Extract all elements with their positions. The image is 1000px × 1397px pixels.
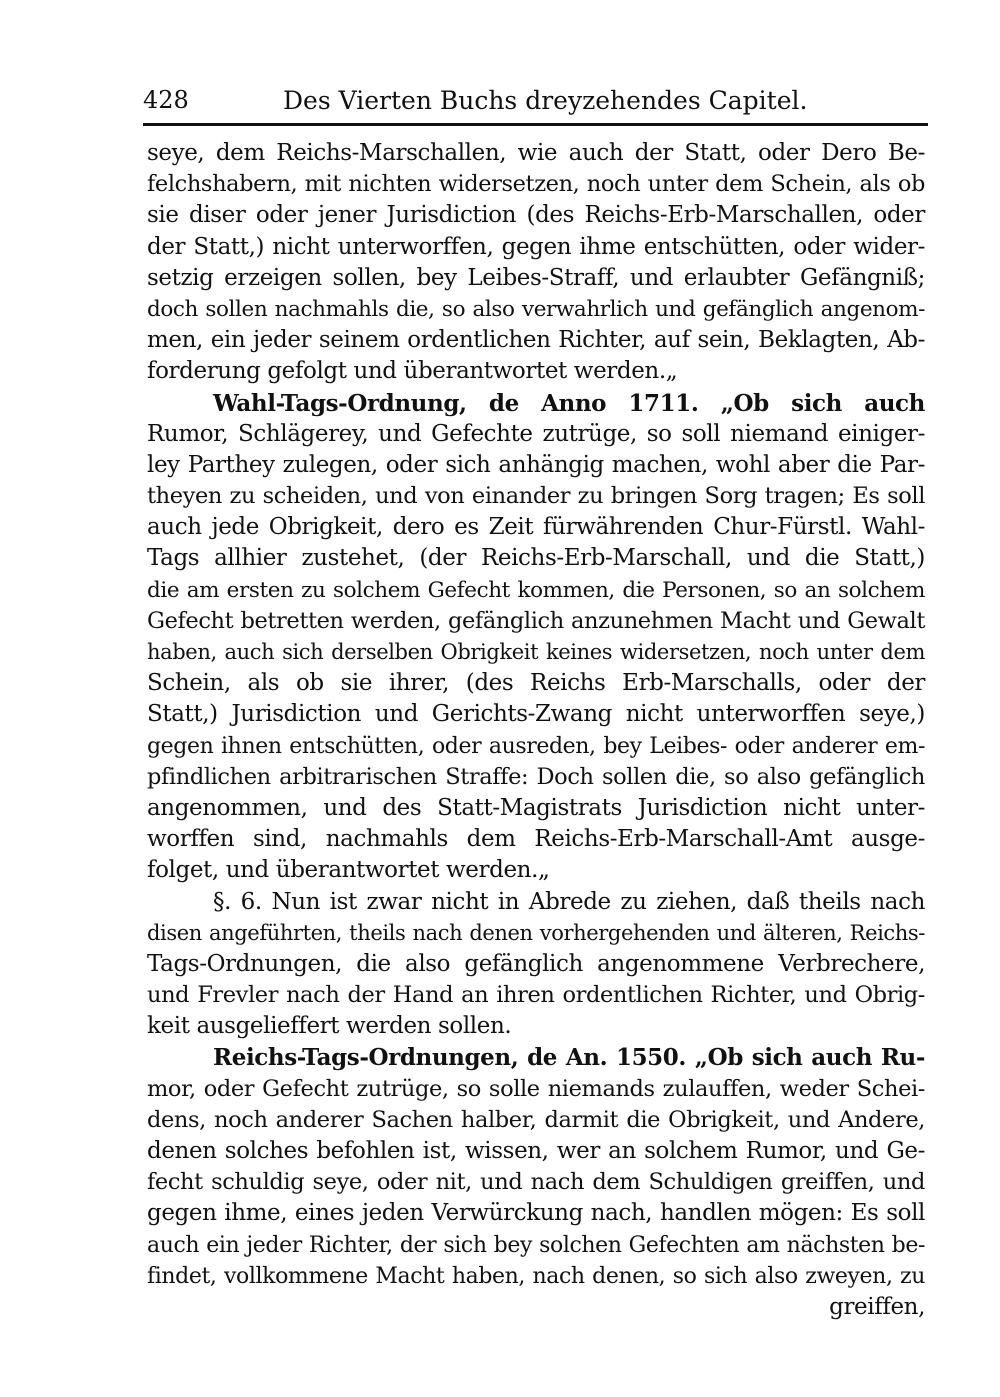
text-line: keit ausgelieffert werden sollen.	[147, 1013, 512, 1040]
text-line: denen solches befohlen ist, wissen, wer an solchem Rumor, und Ge-	[147, 1138, 925, 1164]
page-number: 428	[143, 86, 189, 114]
text-line: §. 6. Nun ist zwar nicht in Abrede zu ziehen, daß theils nach	[213, 888, 925, 915]
text-line: doch sollen nachmahls die, so also verwahrlich und gefänglich angenom-	[147, 296, 925, 322]
text-line: die am ersten zu solchem Gefecht kommen, die Personen, so an solchem	[147, 577, 925, 603]
text-line: fecht schuldig seye, oder nit, und nach dem Schuldigen greiffen, und	[147, 1169, 925, 1196]
text-line: setzig erzeigen sollen, bey Leibes-Straff, und erlaubter Gefängniß;	[147, 264, 925, 291]
text-line: felchshabern, mit nichten widersetzen, noch unter dem Schein, als ob	[147, 171, 925, 198]
text-line: haben, auch sich derselben Obrigkeit keines widersetzen, noch unter dem	[147, 640, 925, 664]
header-rule	[143, 123, 928, 126]
text-line: Tags allhier zustehet, (der Reichs-Erb-Marschall, und die Statt,)	[147, 545, 925, 572]
text-line: theyen zu scheiden, und von einander zu bringen Sorg tragen; Es soll	[147, 483, 925, 510]
text-line: worffen sind, nachmahls dem Reichs-Erb-Marschall-Amt ausge-	[147, 826, 925, 853]
page-header	[143, 86, 928, 120]
text-line: angenommen, und des Statt-Magistrats Jurisdiction nicht unter-	[147, 794, 925, 821]
text-line: und Frevler nach der Hand an ihren ordentlichen Richter, und Obrig-	[147, 982, 925, 1009]
text-line: forderung gefolgt und überantwortet werden.„	[147, 358, 678, 385]
running-title: Des Vierten Buchs dreyzehendes Capitel.	[283, 86, 808, 115]
text-line: Statt,) Jurisdiction und Gerichts-Zwang nicht unterworffen seye,)	[147, 701, 925, 728]
text-line: Rumor, Schlägerey, und Gefechte zutrüge, so soll niemand einiger-	[147, 420, 925, 447]
text-line: der Statt,) nicht unterworffen, gegen ihme entschütten, oder wider-	[147, 233, 925, 260]
text-line: disen angeführten, theils nach denen vorhergehenden und älteren, Reichs-	[147, 920, 925, 945]
catchword: greiffen,	[829, 1293, 925, 1320]
text-line: folget, und überantwortet werden.„	[147, 857, 550, 884]
text-line: Tags-Ordnungen, die also gefänglich angenommene Verbrechere,	[147, 950, 925, 977]
text-line: findet, vollkommene Macht haben, nach denen, so sich also zweyen, zu	[147, 1263, 925, 1289]
text-line: Wahl-Tags-Ordnung, de Anno 1711. „Ob sich auch	[213, 389, 925, 417]
text-line: men, ein jeder seinem ordentlichen Richter, auf sein, Beklagten, Ab-	[147, 327, 925, 354]
text-line: dens, noch anderer Sachen halber, darmit die Obrigkeit, und Andere,	[147, 1106, 925, 1133]
text-line: auch ein jeder Richter, der sich bey solchen Gefechten am nächsten be-	[147, 1232, 925, 1258]
text-line: ley Parthey zulegen, oder sich anhängig machen, wohl aber die Par-	[147, 451, 925, 478]
text-line: gegen ihnen entschütten, oder ausreden, bey Leibes- oder anderer em-	[147, 733, 925, 759]
text-line: Gefecht betretten werden, gefänglich anzunehmen Macht und Gewalt	[147, 607, 925, 634]
text-line: pfindlichen arbitrarischen Straffe: Doch sollen die, so also gefänglich	[147, 763, 925, 790]
text-line: Schein, als ob sie ihrer, (des Reichs Erb-Marschalls, oder der	[147, 670, 925, 697]
text-line: Reichs-Tags-Ordnungen, de An. 1550. „Ob sich auch Ru-	[213, 1044, 925, 1072]
text-line: auch jede Obrigkeit, dero es Zeit fürwährenden Chur-Fürstl. Wahl-	[147, 514, 925, 541]
text-body	[147, 138, 925, 1323]
text-line: mor, oder Gefecht zutrüge, so solle niemands zulauffen, weder Schei-	[147, 1075, 925, 1102]
text-line: seye, dem Reichs-Marschallen, wie auch der Statt, oder Dero Be-	[147, 140, 925, 166]
text-line: sie diser oder jener Jurisdiction (des Reichs-Erb-Marschallen, oder	[147, 202, 925, 229]
text-line: gegen ihme, eines jeden Verwürckung nach, handlen mögen: Es soll	[147, 1200, 925, 1227]
